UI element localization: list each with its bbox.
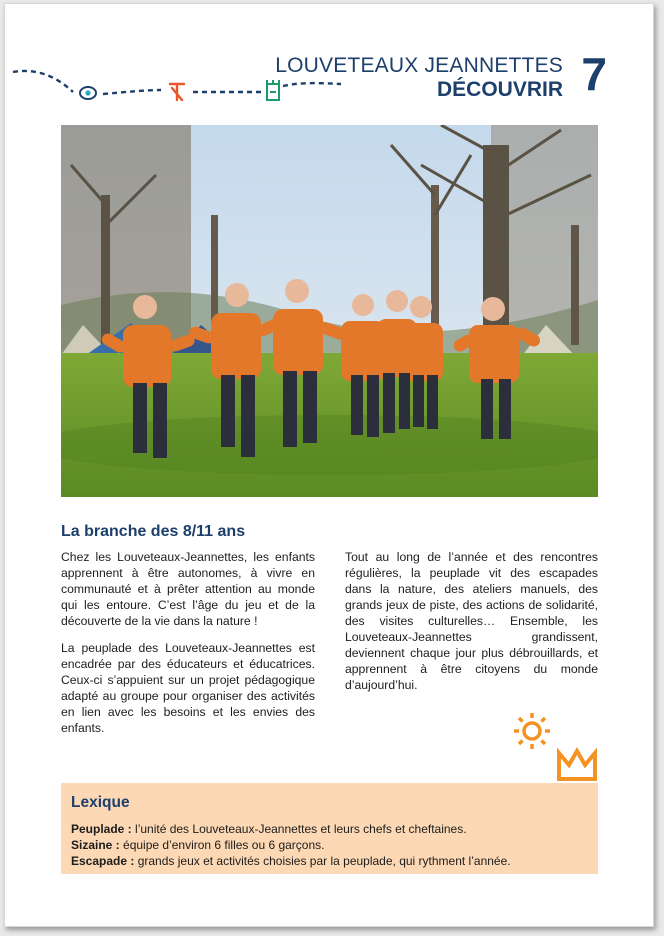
page-number: 7 <box>581 48 607 100</box>
sun-icon <box>512 711 552 751</box>
paragraph: Chez les Louveteaux-Jeannettes, les enfants apprennent à être autonomes, à vivre en communauté et à prêter attention au monde qui les entoure. C’est l’âge du jeu et de la découverte de la vie dans la nature ! <box>61 550 315 628</box>
section-heading: La branche des 8/11 ans <box>61 523 246 540</box>
scouts-running-photo <box>61 125 598 497</box>
lexique-definition: équipe d’environ 6 filles ou 6 garçons. <box>119 838 325 852</box>
lexique-box <box>61 783 598 874</box>
lexique-entry <box>71 853 511 869</box>
header-title: LOUVETEAUX JEANNETTES <box>275 54 563 77</box>
lexique-term: Escapade : <box>71 854 135 868</box>
text-column-right <box>345 549 598 704</box>
tower-icon <box>267 80 279 100</box>
crown-icon <box>555 747 599 783</box>
lexique-definition: grands jeux et activités choisies par la peuplade, qui rythment l’année. <box>134 854 511 868</box>
lexique-term: Sizaine : <box>71 838 120 852</box>
document-page <box>4 3 654 927</box>
header-subtitle: DÉCOUVRIR <box>436 78 563 101</box>
lexique-title: Lexique <box>71 794 130 811</box>
lexique-entry <box>71 821 467 837</box>
eye-icon <box>80 87 96 99</box>
lexique-entry <box>71 837 324 853</box>
lexique-term: Peuplade : <box>71 822 132 836</box>
paragraph: La peuplade des Louveteaux-Jeannettes est encadrée par des éducateurs et éducatrices. Ceux-ci s’appuient sur un projet pédagogique adapté au groupe pour organiser des activités en lien avec les besoins et les envies des enfants. <box>61 641 315 735</box>
lexique-definition: l’unité des Louveteaux-Jeannettes et leurs chefs et cheftaines. <box>131 822 467 836</box>
cross-icon <box>170 84 184 100</box>
paragraph: Tout au long de l’année et des rencontres régulières, la peuplade vit des escapades dans la nature, des ateliers manuels, des grands jeux de piste, des actions de solidarité, des visites culturelles… Ensemble, les Louveteaux-Jeannettes grandissent, deviennent chaque jour plus débrouillards, et apprennent à être citoyens du monde d’aujourd’hui. <box>345 550 598 692</box>
text-column-left <box>61 549 315 747</box>
